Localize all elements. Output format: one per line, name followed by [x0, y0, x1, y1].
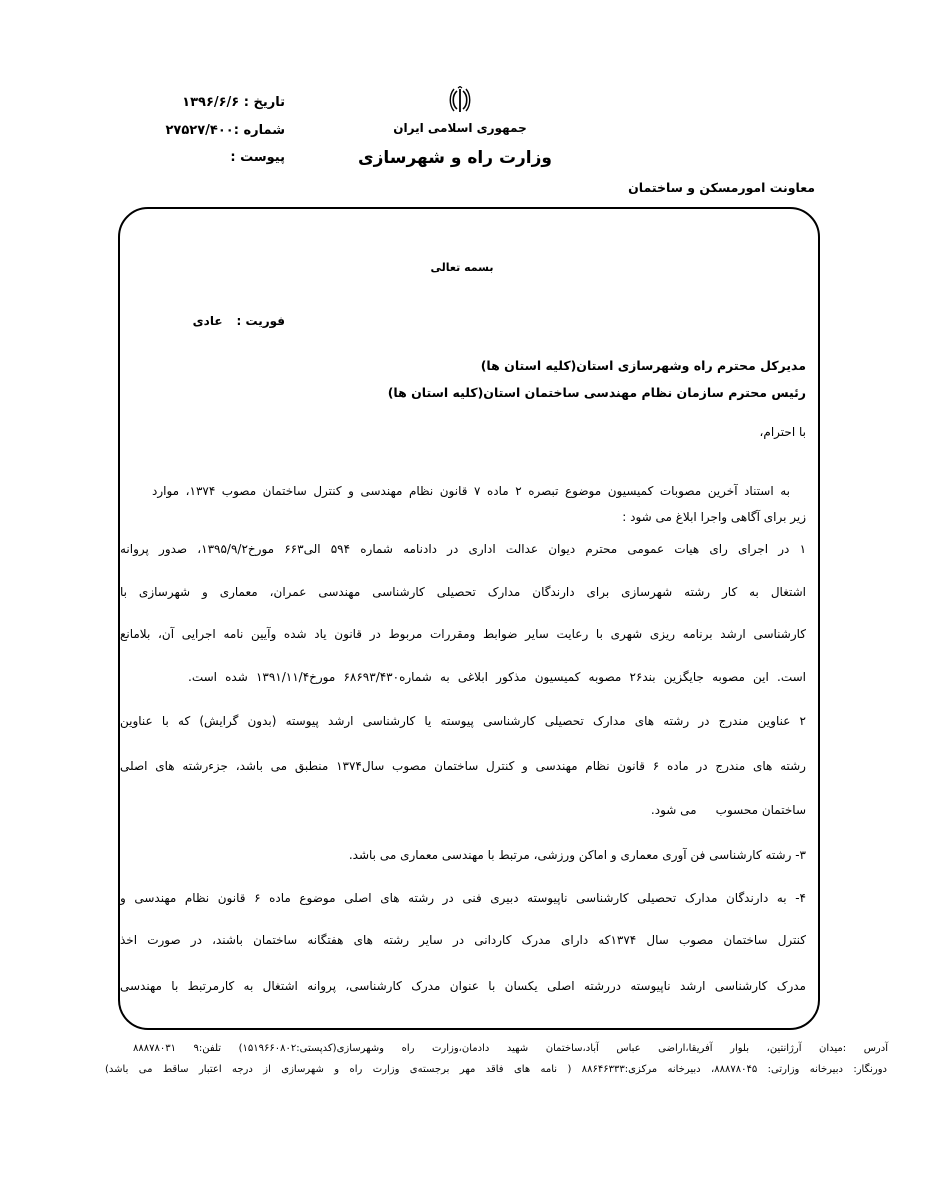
- body-line: زیر برای آگاهی واجرا ابلاغ می شود :: [622, 510, 806, 524]
- body-line: ۳- رشته کارشناسی فن آوری معماری و اماکن ورزشی، مرتبط با مهندسی معماری می باشد.: [348, 848, 806, 862]
- footer-address: آدرس :میدان آرژانتین، بلوار آفریقا،اراضی عباس آباد،ساختمان شهید دادمان،وزارت راه وشهرسازی(کدپستی:۱۵۱۹۶۶۰۸۰۲) تلفن:۹ ۸۸۸۷۸۰۳۱: [133, 1043, 888, 1054]
- body-line: اشتغال به کار رشته شهرسازی برای دارندگان مدارک تحصیلی کارشناسی مهندسی عمران، معماری و شهرسازی با: [120, 585, 806, 599]
- invocation: بسمه تعالی: [430, 261, 494, 274]
- body-line: کنترل ساختمان مصوب سال ۱۳۷۴که دارای مدرک کاردانی در سایر رشته های هفتگانه ساختمان باشند، در صورت اخذ: [120, 933, 807, 947]
- body-line: مدرک کارشناسی ارشد ناپیوسته دررشته اصلی یکسان با عنوان مدرک کارشناسی، پروانه اشتغال به کارمرتبط با مهندسی: [120, 979, 806, 993]
- priority: [170, 311, 285, 331]
- recipient-line: مدیرکل محترم راه وشهرسازی استان(کلیه استان ها): [480, 358, 806, 373]
- letter-date: تاریخ : ۱۳۹۶/۶/۶: [182, 95, 285, 110]
- body-line: به استناد آخرین مصوبات کمیسیون موضوع تبصره ۲ ماده ۷ قانون نظام مهندسی و کنترل ساختمان مصوب ۱۳۷۴، موارد: [152, 484, 790, 498]
- body-line: است. این مصوبه جایگزین بند۲۶ مصوبه کمیسیون مذکور ابلاغی به شماره۶۸۶۹۳/۴۳۰ مورخ۱۳۹۱/۱۱/۴ شده است.: [188, 670, 806, 684]
- body-line: ساختمان محسوب می شود.: [650, 803, 806, 817]
- body-line: رشته های مندرج در ماده ۶ قانون نظام مهندسی و کنترل ساختمان مصوب سال۱۳۷۴ منطبق می باشد، جزءرشته های اصلی: [120, 759, 806, 773]
- body-line: کارشناسی ارشد برنامه ریزی شهری با رعایت سایر ضوابط ومقررات مربوط در قانون یاد شده وآیین نامه اجرایی آن، بلامانع: [120, 627, 806, 641]
- body-line: ۲ عناوین مندرج در رشته های مدارک تحصیلی کارشناسی پیوسته یا کارشناسی ارشد پیوسته (بدون گرایش) که با عناوین: [120, 714, 806, 728]
- country-title: جمهوری اسلامی ایران: [393, 121, 527, 135]
- recipient-line: رئیس محترم سازمان نظام مهندسی ساختمان استان(کلیه استان ها): [387, 385, 806, 400]
- salutation: با احترام،: [759, 425, 806, 439]
- deputy-title: معاونت امورمسکن و ساختمان: [628, 180, 815, 195]
- body-line: ۴- به دارندگان مدارک تحصیلی کارشناسی ناپیوسته دبیری فنی در رشته های اصلی موضوع ماده ۶ قانون نظام مهندسی و: [120, 891, 806, 905]
- body-line: ۱ در اجرای رای هیات عمومی محترم دیوان عدالت اداری در دادنامه شماره ۵۹۴ الی۶۶۳ مورخ۱۳۹۵/۹/۲، صدور پروانه: [120, 542, 807, 556]
- letter-attachment: پیوست :: [230, 150, 285, 165]
- priority-label: فوریت :: [236, 314, 285, 328]
- ministry-title: وزارت راه و شهرسازی: [357, 148, 552, 168]
- footer-fax: دورنگار: دبیرخانه وزارتی: ۸۸۸۷۸۰۴۵، دبیرخانه مرکزی:۸۸۶۴۶۳۳۳ ( نامه های فاقد مهر برجسته‌ی وزارت راه و شهرسازی از درجه اعتبار ساقط می باشد): [105, 1064, 887, 1075]
- letter-number: شماره :۲۷۵۲۷/۴۰۰: [165, 123, 285, 138]
- priority-value: عادی: [192, 314, 223, 328]
- iran-emblem-icon: [449, 86, 471, 114]
